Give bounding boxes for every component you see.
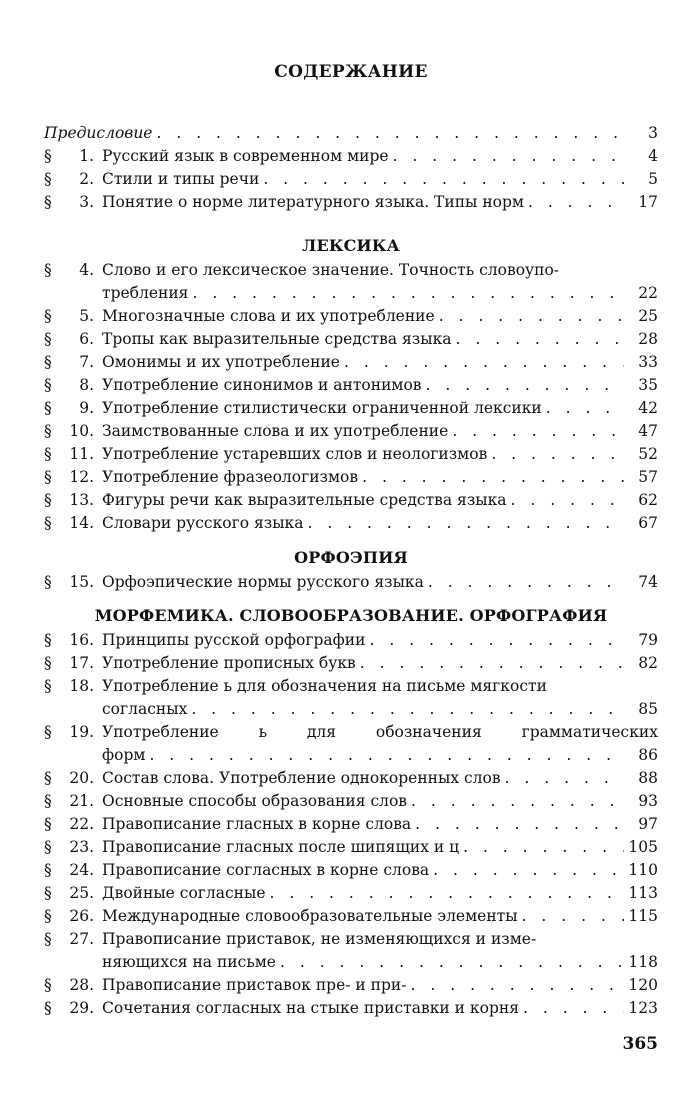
toc-entry-text: Словари русского языка bbox=[102, 514, 304, 532]
section-sign: § bbox=[44, 861, 52, 879]
toc-entry-page: 115 bbox=[628, 907, 658, 925]
toc-entry bbox=[44, 374, 658, 397]
section-sign: § bbox=[44, 976, 52, 994]
toc-entry-continuation bbox=[44, 282, 658, 305]
toc-entry-page: 42 bbox=[638, 399, 658, 417]
toc-entry-page: 4 bbox=[648, 147, 658, 165]
toc-entry-page: 93 bbox=[638, 792, 658, 810]
toc-entry-page: 113 bbox=[628, 884, 658, 902]
section-index: 8. bbox=[79, 376, 94, 394]
toc-entry-text: Употребление стилистически ограниченной лексики bbox=[102, 399, 542, 417]
leader-dots bbox=[308, 512, 625, 535]
toc-entry-page: 67 bbox=[638, 514, 658, 532]
leader-dots bbox=[433, 859, 624, 882]
toc-entry-text: Состав слова. Употребление однокоренных слов bbox=[102, 769, 501, 787]
toc-entry-page: 105 bbox=[628, 838, 658, 856]
section-number bbox=[44, 397, 100, 420]
section-number bbox=[44, 420, 100, 443]
toc-entry-text: форм bbox=[102, 746, 146, 764]
toc-entry bbox=[44, 974, 658, 997]
toc-entry bbox=[44, 351, 658, 374]
leader-dots bbox=[463, 836, 624, 859]
section-number bbox=[44, 928, 100, 951]
section-sign: § bbox=[44, 769, 52, 787]
section-number bbox=[44, 882, 100, 905]
section-sign: § bbox=[44, 930, 52, 948]
toc-entry bbox=[44, 813, 658, 836]
section-sign: § bbox=[44, 170, 52, 188]
section-number bbox=[44, 305, 100, 328]
leader-dots bbox=[439, 305, 624, 328]
toc-entry-page: 79 bbox=[638, 631, 658, 649]
toc-entry bbox=[44, 905, 658, 928]
toc-entry-page: 57 bbox=[638, 468, 658, 486]
toc-entry bbox=[44, 168, 658, 191]
toc-entry bbox=[44, 997, 658, 1020]
leader-dots bbox=[491, 443, 624, 466]
toc-entry-text: требления bbox=[102, 284, 189, 302]
leader-dots bbox=[426, 374, 624, 397]
toc-entry bbox=[44, 489, 658, 512]
section-sign: § bbox=[44, 376, 52, 394]
section-sign: § bbox=[44, 399, 52, 417]
leader-dots bbox=[344, 351, 624, 374]
section-number bbox=[44, 374, 100, 397]
section-sign: § bbox=[44, 654, 52, 672]
toc-entry bbox=[44, 466, 658, 489]
leader-dots bbox=[192, 282, 624, 305]
toc-entry bbox=[44, 767, 658, 790]
toc-entry-page: 25 bbox=[638, 307, 658, 325]
section-index: 24. bbox=[69, 861, 94, 879]
toc-entry-text: Употребление ь для обозначения на письме мягкости bbox=[102, 677, 547, 695]
section-sign: § bbox=[44, 147, 52, 165]
section-number bbox=[44, 145, 100, 168]
section-index: 22. bbox=[69, 815, 94, 833]
leader-dots bbox=[511, 489, 624, 512]
toc-entry bbox=[44, 145, 658, 168]
section-index: 21. bbox=[69, 792, 94, 810]
page-number: 365 bbox=[622, 1034, 658, 1054]
toc-entry-continuation bbox=[44, 698, 658, 721]
toc-entry bbox=[44, 652, 658, 675]
toc-entry-text: Международные словообразовательные элементы bbox=[102, 907, 518, 925]
toc-entry-page: 52 bbox=[638, 445, 658, 463]
toc-entry-text: Правописание гласных в корне слова bbox=[102, 815, 412, 833]
leader-dots bbox=[522, 905, 624, 928]
section-number bbox=[44, 905, 100, 928]
section-index: 3. bbox=[79, 193, 94, 211]
toc-entry-text: Понятие о норме литературного языка. Типы норм bbox=[102, 193, 524, 211]
section-index: 10. bbox=[69, 422, 94, 440]
leader-dots bbox=[428, 571, 624, 594]
toc-entry-text: Слово и его лексическое значение. Точность словоупо- bbox=[102, 261, 560, 279]
toc-entry-text: Русский язык в современном мире bbox=[102, 147, 389, 165]
section-index: 26. bbox=[69, 907, 94, 925]
section-index: 7. bbox=[79, 353, 94, 371]
section-number bbox=[44, 489, 100, 512]
toc-entry-page: 35 bbox=[638, 376, 658, 394]
section-heading: ОРФОЭПИЯ bbox=[294, 548, 408, 567]
section-sign: § bbox=[44, 468, 52, 486]
toc-entry bbox=[44, 191, 658, 214]
section-number bbox=[44, 351, 100, 374]
toc-entry-text: Правописание приставок, не изменяющихся и изме- bbox=[102, 930, 537, 948]
section-sign: § bbox=[44, 193, 52, 211]
toc-entry-text: Употребление устаревших слов и неологизмов bbox=[102, 445, 488, 463]
section-number bbox=[44, 859, 100, 882]
section-sign: § bbox=[44, 677, 52, 695]
toc-entry bbox=[44, 721, 658, 744]
section-number bbox=[44, 767, 100, 790]
toc-entry bbox=[44, 443, 658, 466]
leader-dots bbox=[411, 974, 624, 997]
section-number bbox=[44, 512, 100, 535]
toc-entry-page: 97 bbox=[638, 815, 658, 833]
section-index: 27. bbox=[69, 930, 94, 948]
section-index: 15. bbox=[69, 573, 94, 591]
toc-entry-page: 5 bbox=[648, 170, 658, 188]
section-number bbox=[44, 836, 100, 859]
toc-entry bbox=[44, 790, 658, 813]
toc-entry-page: 22 bbox=[638, 284, 658, 302]
section-sign: § bbox=[44, 422, 52, 440]
section-sign: § bbox=[44, 815, 52, 833]
toc-entry bbox=[44, 305, 658, 328]
section-number bbox=[44, 790, 100, 813]
leader-dots bbox=[362, 466, 624, 489]
toc-entry-text: согласных bbox=[102, 700, 188, 718]
section-index: 13. bbox=[69, 491, 94, 509]
section-number bbox=[44, 721, 100, 744]
section-number bbox=[44, 974, 100, 997]
toc-entry-page: 62 bbox=[638, 491, 658, 509]
section-number bbox=[44, 675, 100, 698]
section-number bbox=[44, 997, 100, 1020]
toc-entry-text: Орфоэпические нормы русского языка bbox=[102, 573, 424, 591]
toc-entry-page: 74 bbox=[638, 573, 658, 591]
section-index: 16. bbox=[69, 631, 94, 649]
section-sign: § bbox=[44, 792, 52, 810]
section-sign: § bbox=[44, 884, 52, 902]
toc-entry-page: 85 bbox=[638, 700, 658, 718]
section-sign: § bbox=[44, 330, 52, 348]
leader-dots bbox=[156, 122, 624, 145]
section-number bbox=[44, 328, 100, 351]
toc-entry-text: Предисловие bbox=[44, 124, 153, 142]
toc-entry-text: Фигуры речи как выразительные средства языка bbox=[102, 491, 507, 509]
leader-dots bbox=[393, 145, 624, 168]
page-title: СОДЕРЖАНИЕ bbox=[274, 62, 428, 82]
leader-dots bbox=[415, 813, 624, 836]
toc-entry-text: Правописание приставок пре- и при- bbox=[102, 976, 407, 994]
leader-dots bbox=[263, 168, 624, 191]
section-sign: § bbox=[44, 573, 52, 591]
toc-entry-text: няющихся на письме bbox=[102, 953, 276, 971]
section-index: 9. bbox=[79, 399, 94, 417]
toc-entry-text: Сочетания согласных на стыке приставки и корня bbox=[102, 999, 519, 1017]
toc-entry-text: Употребление фразеологизмов bbox=[102, 468, 359, 486]
toc-entry bbox=[44, 397, 658, 420]
toc-entry bbox=[44, 836, 658, 859]
section-number bbox=[44, 629, 100, 652]
section-index: 11. bbox=[69, 445, 94, 463]
section-sign: § bbox=[44, 907, 52, 925]
toc-entry-page: 88 bbox=[638, 769, 658, 787]
toc-entry-text: Тропы как выразительные средства языка bbox=[102, 330, 452, 348]
leader-dots bbox=[360, 652, 624, 675]
section-index: 14. bbox=[69, 514, 94, 532]
section-sign: § bbox=[44, 631, 52, 649]
toc-entry-text: Принципы русской орфографии bbox=[102, 631, 366, 649]
section-number bbox=[44, 191, 100, 214]
leader-dots bbox=[411, 790, 624, 813]
toc-entry-page: 17 bbox=[638, 193, 658, 211]
toc-entry-page: 82 bbox=[638, 654, 658, 672]
section-sign: § bbox=[44, 491, 52, 509]
leader-dots bbox=[191, 698, 624, 721]
toc-entry-text: Стили и типы речи bbox=[102, 170, 260, 188]
toc-entry-preface bbox=[44, 122, 658, 145]
section-sign: § bbox=[44, 353, 52, 371]
toc-entry-continuation bbox=[44, 951, 658, 974]
section-index: 23. bbox=[69, 838, 94, 856]
section-number bbox=[44, 168, 100, 191]
leader-dots bbox=[528, 191, 624, 214]
toc-entry bbox=[44, 859, 658, 882]
leader-dots bbox=[456, 328, 624, 351]
section-sign: § bbox=[44, 307, 52, 325]
section-index: 1. bbox=[79, 147, 94, 165]
leader-dots bbox=[280, 951, 624, 974]
section-sign: § bbox=[44, 723, 52, 741]
section-number bbox=[44, 813, 100, 836]
toc-entry-text: Употребление ь для обозначения грамматических bbox=[102, 723, 658, 741]
toc-entry-page: 110 bbox=[628, 861, 658, 879]
section-index: 19. bbox=[69, 723, 94, 741]
toc-entry-text: Многозначные слова и их употребление bbox=[102, 307, 435, 325]
toc-entry bbox=[44, 629, 658, 652]
toc-entry bbox=[44, 512, 658, 535]
toc-entry bbox=[44, 928, 658, 951]
section-index: 2. bbox=[79, 170, 94, 188]
toc-entry-text: Двойные согласные bbox=[102, 884, 266, 902]
toc-entry-text: Употребление синонимов и антонимов bbox=[102, 376, 422, 394]
toc-entry bbox=[44, 328, 658, 351]
section-number bbox=[44, 466, 100, 489]
section-heading: МОРФЕМИКА. СЛОВООБРАЗОВАНИЕ. ОРФОГРАФИЯ bbox=[94, 606, 608, 625]
section-sign: § bbox=[44, 261, 52, 279]
section-index: 12. bbox=[69, 468, 94, 486]
leader-dots bbox=[369, 629, 624, 652]
leader-dots bbox=[523, 997, 624, 1020]
section-index: 25. bbox=[69, 884, 94, 902]
section-index: 20. bbox=[69, 769, 94, 787]
toc-entry-page: 33 bbox=[638, 353, 658, 371]
leader-dots bbox=[546, 397, 624, 420]
toc-entry bbox=[44, 259, 658, 282]
section-index: 17. bbox=[69, 654, 94, 672]
toc-entry-page: 120 bbox=[628, 976, 658, 994]
toc-entry-text: Правописание согласных в корне слова bbox=[102, 861, 430, 879]
section-sign: § bbox=[44, 514, 52, 532]
toc-entry-text: Правописание гласных после шипящих и ц bbox=[102, 838, 460, 856]
leader-dots bbox=[505, 767, 624, 790]
toc-entry-page: 47 bbox=[638, 422, 658, 440]
section-sign: § bbox=[44, 445, 52, 463]
toc-entry bbox=[44, 571, 658, 594]
section-number bbox=[44, 652, 100, 675]
toc-entry-continuation bbox=[44, 744, 658, 767]
section-index: 5. bbox=[79, 307, 94, 325]
toc-entry-text: Основные способы образования слов bbox=[102, 792, 408, 810]
toc-entry-page: 118 bbox=[628, 953, 658, 971]
section-number bbox=[44, 259, 100, 282]
leader-dots bbox=[452, 420, 624, 443]
section-index: 18. bbox=[69, 677, 94, 695]
toc-entry-page: 123 bbox=[628, 999, 658, 1017]
section-heading: ЛЕКСИКА bbox=[302, 236, 400, 255]
toc-entry-page: 3 bbox=[648, 124, 658, 142]
section-index: 29. bbox=[69, 999, 94, 1017]
toc-entry-text: Заимствованные слова и их употребление bbox=[102, 422, 449, 440]
toc-entry bbox=[44, 882, 658, 905]
section-number bbox=[44, 571, 100, 594]
section-index: 4. bbox=[79, 261, 94, 279]
leader-dots bbox=[149, 744, 624, 767]
section-sign: § bbox=[44, 838, 52, 856]
section-index: 28. bbox=[69, 976, 94, 994]
section-index: 6. bbox=[79, 330, 94, 348]
toc-entry bbox=[44, 675, 658, 698]
toc-entry-text: Омонимы и их употребление bbox=[102, 353, 340, 371]
section-number bbox=[44, 443, 100, 466]
toc-entry-page: 28 bbox=[638, 330, 658, 348]
toc-entry-text: Употребление прописных букв bbox=[102, 654, 356, 672]
leader-dots bbox=[270, 882, 625, 905]
toc-entry bbox=[44, 420, 658, 443]
toc-entry-page: 86 bbox=[638, 746, 658, 764]
section-sign: § bbox=[44, 999, 52, 1017]
